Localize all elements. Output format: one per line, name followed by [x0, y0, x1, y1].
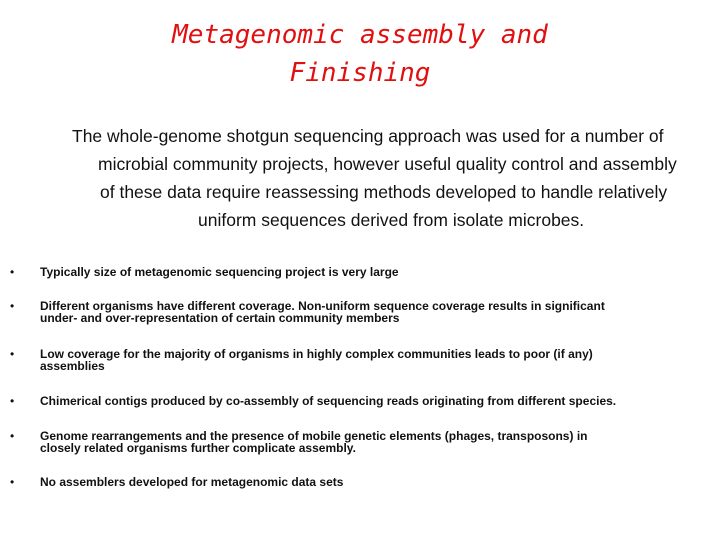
- bullet-icon: •: [10, 475, 15, 489]
- bullet-icon: •: [10, 429, 15, 443]
- intro-line-4: uniform sequences derived from isolate microbes.: [198, 210, 585, 230]
- bullet-text: [40, 430, 715, 454]
- bullet-line: assemblies: [40, 359, 105, 373]
- intro-line-3: of these data require reassessing methods developed to handle relatively: [100, 182, 668, 202]
- title-line-1: Metagenomic assembly and: [172, 20, 548, 50]
- bullet-icon: •: [10, 265, 15, 279]
- title-line-2: Finishing: [289, 58, 431, 88]
- bullet-line: No assemblers developed for metagenomic data sets: [40, 475, 344, 489]
- bullet-line: closely related organisms further complicate assembly.: [40, 441, 356, 455]
- bullet-icon: •: [10, 299, 15, 313]
- bullet-line: Typically size of metagenomic sequencing project is very large: [40, 265, 399, 279]
- bullet-icon: •: [10, 394, 15, 408]
- bullet-line: under- and over-representation of certain community members: [40, 311, 400, 325]
- bullet-text: [40, 266, 715, 278]
- bullet-text: [40, 395, 715, 407]
- bullet-line: Genome rearrangements and the presence of mobile genetic elements (phages, transposons) in: [40, 429, 588, 443]
- bullet-icon: •: [10, 347, 15, 361]
- bullet-text: [40, 348, 715, 372]
- bullet-text: [40, 476, 715, 488]
- bullet-text: [40, 300, 715, 324]
- bullet-line: Different organisms have different coverage. Non-uniform sequence coverage results in significant: [40, 299, 605, 313]
- intro-line-2: microbial community projects, however useful quality control and assembly: [98, 154, 677, 174]
- intro-line-1: The whole-genome shotgun sequencing approach was used for a number of: [72, 126, 664, 146]
- bullet-line: Chimerical contigs produced by co-assembly of sequencing reads originating from different species.: [40, 394, 617, 408]
- bullet-line: Low coverage for the majority of organisms in highly complex communities leads to poor (if any): [40, 347, 593, 361]
